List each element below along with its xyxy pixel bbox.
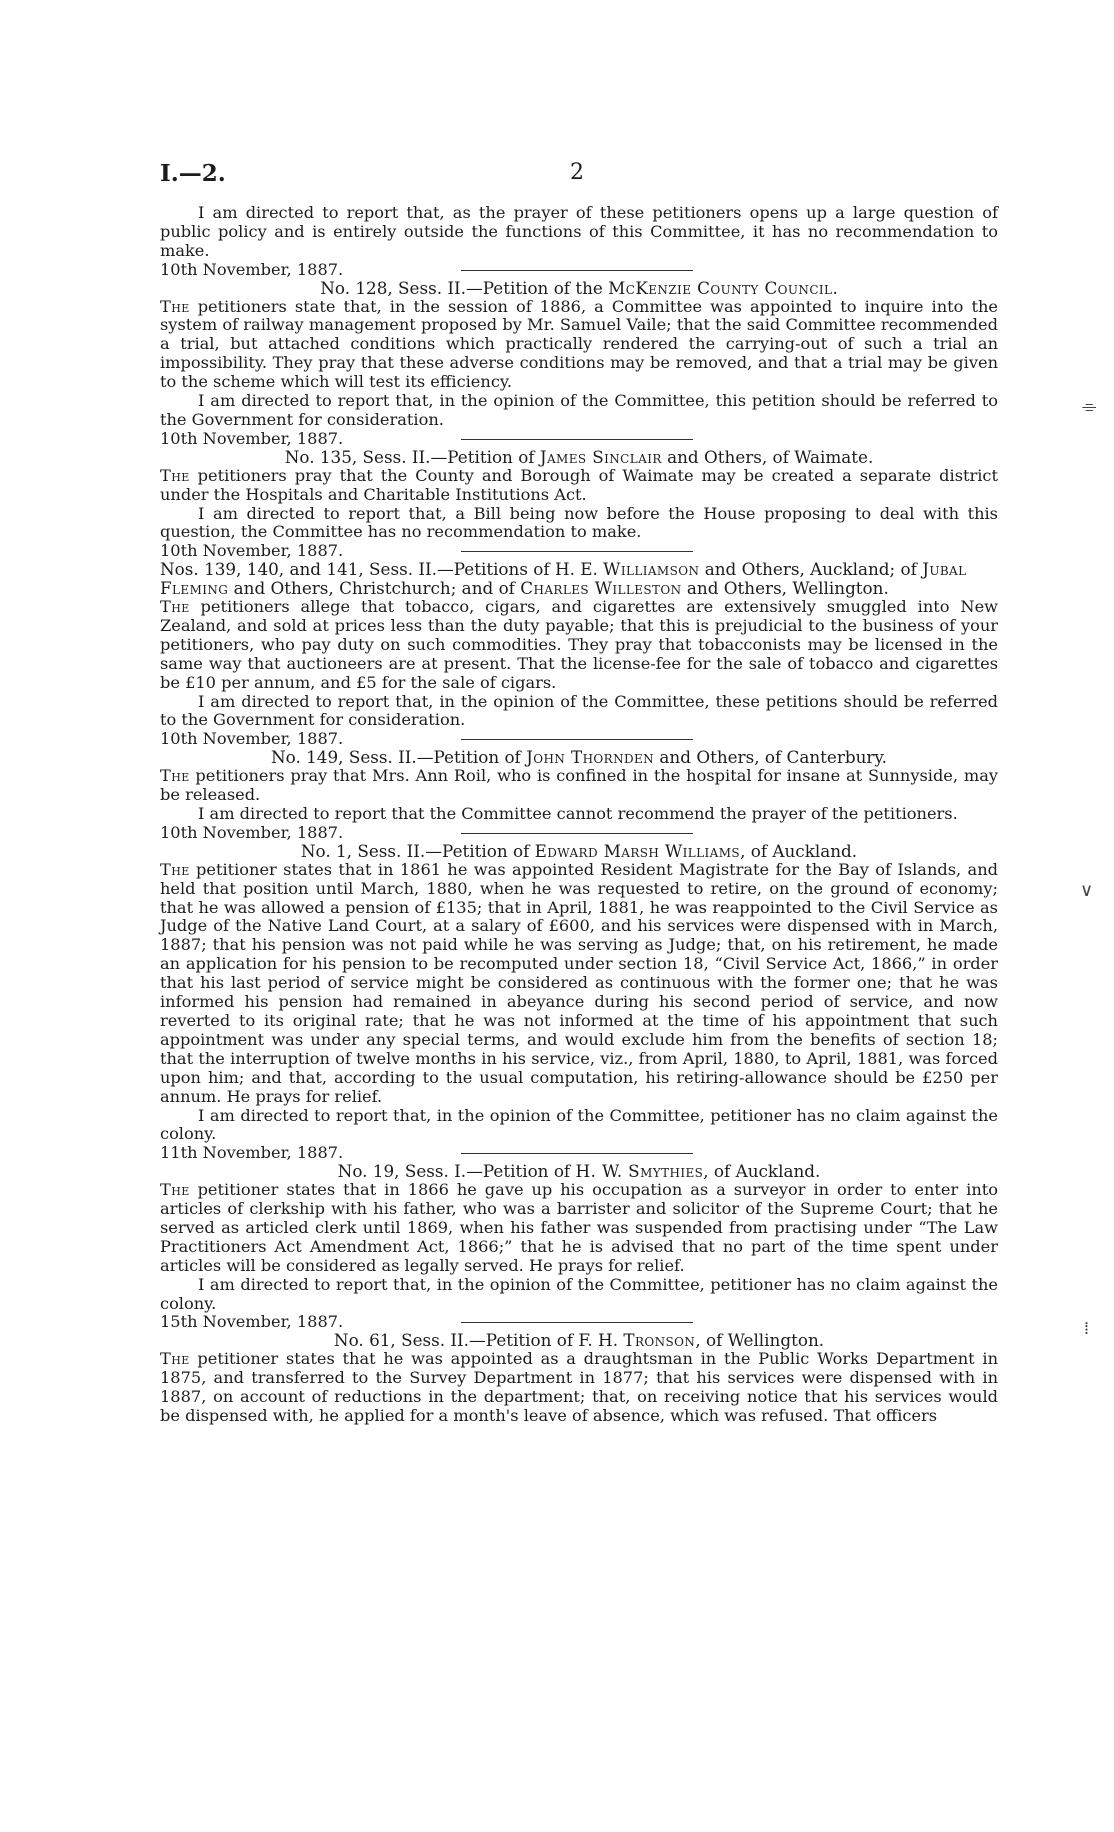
petitioner-name: H. W. Smythies	[575, 1161, 704, 1182]
petitioner-name: James Sinclair	[539, 446, 662, 467]
section-rule	[461, 270, 693, 271]
report-date: 10th November, 1887.	[160, 729, 344, 749]
report-paragraph: I am directed to report that the Committee cannot recommend the prayer of the petitioners.	[198, 804, 958, 823]
report-date: 11th November, 1887.	[160, 1143, 344, 1163]
section-rule	[461, 1153, 693, 1154]
petitioner-name: Jubal Fleming	[160, 559, 967, 599]
petition-statement: The petitioners state that, in the session of 1886, a Committee was appointed to inquire into the system of railway management proposed by Mr. Samuel Vaile; that the said Committee recommended a trial, but attached conditions which practically rendered the carrying-out of such a trial an impossibility. They pray that these adverse conditions may be removed, and that a trial may be given to the scheme which will test its efficiency.	[160, 296, 998, 392]
petition-statement: The petitioners allege that tobacco, cigars, and cigarettes are extensively smuggled into New Zealand, and sold at prices less than the duty payable; that this is prejudicial to the business of your petitioners, who pay duty on such commodities. They pray that tobacconists may be licensed in the same way that auctioneers are at present. That the license-fee for the sale of tobacco and cigarettes be £10 per annum, and £5 for the sale of cigars.	[160, 597, 998, 692]
petition-statement: The petitioner states that in 1866 he gave up his occupation as a surveyor in order to enter into articles of clerkship with his father, who was a barrister and solicitor of the Supreme Court; that he served as articled clerk until 1869, when his father was suspended from practising under “The Law Practitioners Act Amendment Act, 1866;” that he is advised that no part of the time spent under articles will be considered as legally served. He prays for relief.	[160, 1180, 998, 1275]
report-date: 15th November, 1887.	[160, 1312, 344, 1332]
report-paragraph: I am directed to report that, a Bill being now before the House proposing to deal with this question, the Committee has no recommendation to make.	[160, 503, 998, 542]
report-date: 10th November, 1887.	[160, 541, 344, 561]
section-rule	[461, 439, 693, 440]
petitioner-name: Williamson	[603, 559, 700, 580]
petition-heading: No. 149, Sess. II.—Petition of John Thornden and Others, of Canterbury.	[270, 747, 888, 768]
report-paragraph: I am directed to report that, in the opinion of the Committee, this petition should be referred to the Government for consideration.	[160, 391, 998, 429]
page-number: 2	[570, 160, 584, 185]
petition-heading: No. 128, Sess. II.—Petition of the McKenzie County Council.	[320, 277, 838, 298]
petition-statement: The petitioner states that in 1861 he was appointed Resident Magistrate for the Bay of Islands, and held that position until March, 1880, when he was requested to retire, on the ground of economy; that he was allowed a pension of £135; that in April, 1881, he was reappointed to the Civil Service as Judge of the Native Land Court, at a salary of £600, and his services were dispensed with in March, 1887; that his pension was not paid while he was serving as Judge; that, on his retirement, he made an application for his pension to be recomputed under section 18, “Civil Service Act, 1866,” in order that his last period of service might be considered as continuous with the former one; that he was informed his pension had remained in abeyance during his second period of service, and now reverted to its original rate; that he was not informed at the time of his appointment that such appointment was under any special terms, and would exclude him from the benefits of section 18; that the interruption of twelve months in his service, viz., from April, 1880, to April, 1881, was forced upon him; and that, according to the usual computation, his retiring-allowance should be £250 per annum. He prays for relief.	[160, 859, 998, 1106]
petition-heading: No. 1, Sess. II.—Petition of Edward Marsh Williams, of Auckland.	[300, 840, 858, 861]
section-rule	[461, 739, 693, 740]
scan-mark: ⁞	[1084, 1318, 1090, 1339]
petition-statement: The petitioner states that he was appointed as a draughtsman in the Public Works Department in 1875, and transferred to the Survey Department in 1877; that his services were dispensed with in 1887, on account of reductions in the department; that, on receiving notice that his services would be dispensed with, he applied for a month's leave of absence, which was refused. That officers	[160, 1349, 998, 1425]
petitioner-name: Tronson	[623, 1330, 696, 1351]
section-rule	[461, 551, 693, 552]
petition-statement: The petitioners pray that the County and Borough of Waimate may be created a separate district under the Hospitals and Charitable Institutions Act.	[160, 465, 998, 504]
report-date: 10th November, 1887.	[160, 822, 344, 842]
section-rule	[461, 1322, 693, 1323]
report-date: 10th November, 1887.	[160, 259, 344, 279]
petition-heading: No. 19, Sess. I.—Petition of H. W. Smythies, of Auckland.	[337, 1161, 821, 1182]
petition-heading: No. 61, Sess. II.—Petition of F. H. Tronson, of Wellington.	[333, 1330, 825, 1351]
page-header	[160, 160, 1000, 190]
scan-mark: ⌯	[1082, 396, 1097, 417]
petitioner-name: McKenzie County Council	[608, 277, 833, 298]
section-rule	[461, 833, 693, 834]
petition-statement: The petitioners pray that Mrs. Ann Roil, who is confined in the hospital for insane at Sunnyside, may be released.	[160, 766, 998, 805]
scan-mark: ∨	[1080, 880, 1094, 901]
petition-heading: No. 135, Sess. II.—Petition of James Sinclair and Others, of Waimate.	[284, 446, 874, 467]
report-paragraph: I am directed to report that, in the opinion of the Committee, these petitions should be referred to the Government for consideration.	[160, 691, 998, 730]
report-paragraph: I am directed to report that, as the prayer of these petitioners opens up a large question of public policy and is entirely outside the functions of this Committee, it has no recommendation to make.	[160, 203, 998, 260]
document-body	[160, 204, 998, 1426]
petition-heading: Nos. 139, 140, and 141, Sess. II.—Petitions of H. E. Williamson and Others, Auckland; of Jubal Fleming and Others, Christchurch; and of Charles Willeston and Others, Wellington.	[160, 559, 967, 599]
petitioner-name: Charles Willeston	[520, 578, 682, 599]
report-paragraph: I am directed to report that, in the opinion of the Committee, petitioner has no claim against the colony.	[160, 1105, 998, 1144]
report-date: 10th November, 1887.	[160, 428, 344, 448]
paper-reference: I.—2.	[160, 160, 226, 187]
petitioner-name: Edward Marsh Williams	[534, 840, 741, 861]
report-paragraph: I am directed to report that, in the opinion of the Committee, petitioner has no claim against the colony.	[160, 1274, 998, 1313]
petitioner-name: John Thornden	[526, 747, 655, 768]
